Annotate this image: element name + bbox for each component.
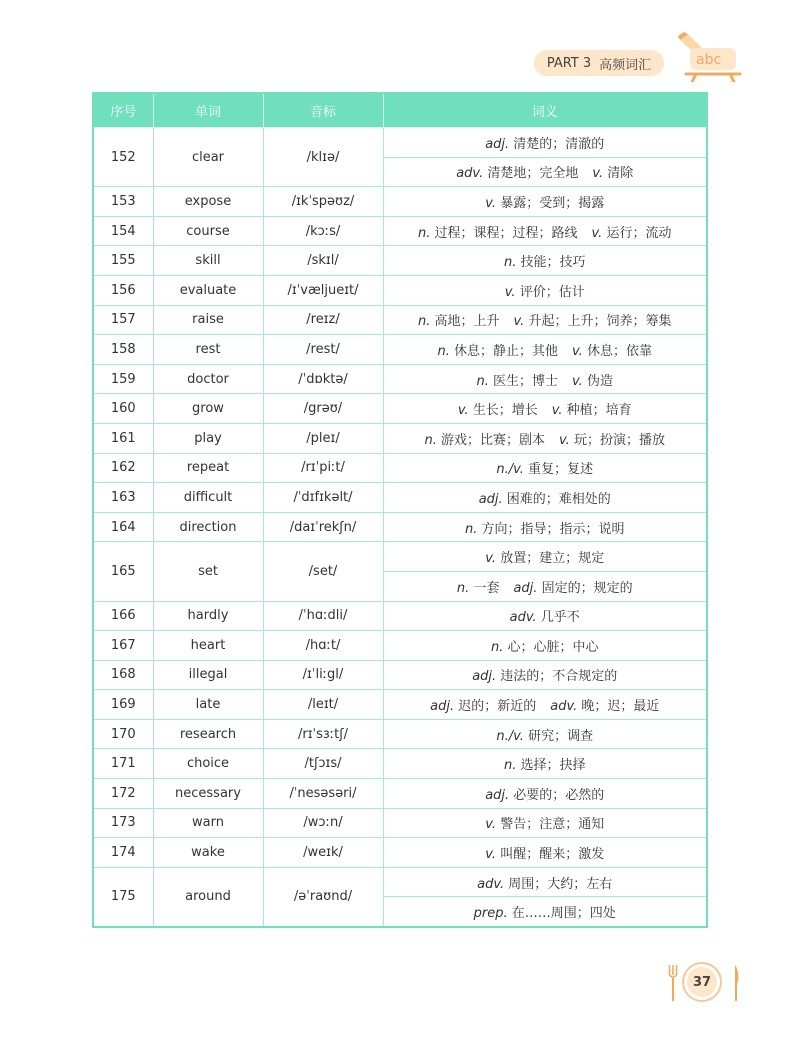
cell-phonetic: /klɪə/ xyxy=(263,128,383,187)
meaning-text: 技能；技巧 xyxy=(520,255,586,271)
cell-phonetic: /set/ xyxy=(263,542,383,601)
cell-number: 173 xyxy=(93,808,153,838)
cell-word: around xyxy=(153,867,263,927)
part-of-speech: adj. xyxy=(485,136,510,152)
part-of-speech: v. xyxy=(559,432,570,448)
part-of-speech: n. xyxy=(418,314,431,330)
meaning-text: 一套 xyxy=(473,580,500,596)
cell-phonetic: /ɪˈvæljueɪt/ xyxy=(263,275,383,305)
table-header-row xyxy=(93,93,707,128)
part-of-speech: n. xyxy=(503,255,517,271)
fork-icon xyxy=(668,964,678,1002)
table-row xyxy=(93,542,707,572)
cell-word: necessary xyxy=(153,779,263,809)
cell-phonetic: /ˈdɒktə/ xyxy=(263,364,383,394)
section-title: 高频词汇 xyxy=(599,57,652,73)
vocabulary-table xyxy=(92,92,708,928)
cell-number: 160 xyxy=(93,394,153,424)
cell-meaning xyxy=(383,157,707,187)
cell-number: 152 xyxy=(93,128,153,187)
part-of-speech: adv. xyxy=(456,166,484,182)
cell-meaning xyxy=(383,128,707,158)
cell-number: 167 xyxy=(93,631,153,661)
cell-meaning xyxy=(383,660,707,690)
cell-number: 171 xyxy=(93,749,153,779)
cell-word: set xyxy=(153,542,263,601)
cell-number: 172 xyxy=(93,779,153,809)
cell-meaning xyxy=(383,216,707,246)
logo-text: abc xyxy=(696,52,722,68)
meaning-text: 重复；复述 xyxy=(528,462,594,478)
meaning-text: 迟的；新近的 xyxy=(458,699,537,715)
cell-phonetic: /wɔːn/ xyxy=(263,808,383,838)
meaning-text: 清除 xyxy=(607,166,634,182)
cell-phonetic: /ˈhɑːdli/ xyxy=(263,601,383,631)
cell-meaning xyxy=(383,246,707,276)
page-circle xyxy=(682,962,722,1002)
part-of-speech: n. xyxy=(418,225,431,241)
table-row xyxy=(93,483,707,513)
cell-number: 157 xyxy=(93,305,153,335)
cell-meaning xyxy=(383,512,707,542)
table-row xyxy=(93,216,707,246)
table-row xyxy=(93,335,707,365)
page-number-badge xyxy=(668,962,742,1004)
cell-number: 155 xyxy=(93,246,153,276)
part-label: PART 3 xyxy=(546,55,592,71)
cell-word: hardly xyxy=(153,601,263,631)
cell-word: heart xyxy=(153,631,263,661)
cell-number: 163 xyxy=(93,483,153,513)
table-row xyxy=(93,867,707,897)
cell-phonetic: /ɪˈliːgl/ xyxy=(263,660,383,690)
meaning-text: 玩；扮演；播放 xyxy=(573,432,665,448)
cell-meaning xyxy=(383,838,707,868)
cell-word: illegal xyxy=(153,660,263,690)
cell-word: clear xyxy=(153,128,263,187)
cell-word: skill xyxy=(153,246,263,276)
table-row xyxy=(93,660,707,690)
part-of-speech: n. xyxy=(476,373,489,389)
cell-meaning xyxy=(383,631,707,661)
meaning-text: 医生；博士 xyxy=(493,373,559,389)
cell-meaning xyxy=(383,690,707,720)
cell-meaning xyxy=(383,483,707,513)
part-of-speech: v. xyxy=(572,343,583,359)
cell-number: 175 xyxy=(93,867,153,927)
meaning-text: 放置；建立；规定 xyxy=(500,551,605,567)
cell-word: direction xyxy=(153,512,263,542)
meaning-text: 清楚的；清澈的 xyxy=(513,136,605,152)
cell-number: 156 xyxy=(93,275,153,305)
cell-meaning xyxy=(383,897,707,927)
part-of-speech: n. xyxy=(490,639,504,655)
cell-meaning xyxy=(383,779,707,809)
part-of-speech: adv. xyxy=(509,610,537,626)
part-of-speech: v. xyxy=(485,817,497,833)
cell-word: raise xyxy=(153,305,263,335)
cell-number: 159 xyxy=(93,364,153,394)
cell-meaning xyxy=(383,275,707,305)
part-of-speech: v. xyxy=(592,166,604,182)
part-of-speech: n. xyxy=(503,758,517,774)
cell-phonetic: /grəʊ/ xyxy=(263,394,383,424)
table-body xyxy=(93,128,707,928)
cell-number: 170 xyxy=(93,719,153,749)
part-of-speech: v. xyxy=(504,284,516,300)
table-row xyxy=(93,128,707,158)
cell-phonetic: /rest/ xyxy=(263,335,383,365)
part-of-speech: v. xyxy=(591,225,603,241)
cell-meaning xyxy=(383,719,707,749)
cell-word: course xyxy=(153,216,263,246)
section-header xyxy=(534,50,664,76)
meaning-text: 过程；课程；过程；路线 xyxy=(434,225,578,241)
cell-word: wake xyxy=(153,838,263,868)
meaning-text: 休息；依靠 xyxy=(586,343,652,359)
meaning-text: 方向；指导；指示；说明 xyxy=(481,521,625,537)
cell-meaning xyxy=(383,571,707,601)
meaning-text: 晚；迟；最近 xyxy=(581,699,660,715)
table-row xyxy=(93,246,707,276)
header-phonetic: 音标 xyxy=(263,93,383,128)
meaning-text: 高地；上升 xyxy=(434,314,500,330)
cell-word: late xyxy=(153,690,263,720)
cell-meaning xyxy=(383,601,707,631)
meaning-text: 清楚地；完全地 xyxy=(487,166,579,182)
cell-number: 161 xyxy=(93,423,153,453)
page-number: 37 xyxy=(687,967,717,997)
cell-meaning xyxy=(383,453,707,483)
part-of-speech: n./v. xyxy=(496,728,524,744)
cell-phonetic: /kɔːs/ xyxy=(263,216,383,246)
cell-phonetic: /reɪz/ xyxy=(263,305,383,335)
table-row xyxy=(93,808,707,838)
table-row xyxy=(93,631,707,661)
meaning-text: 游戏；比赛；剧本 xyxy=(441,432,546,448)
part-of-speech: v. xyxy=(572,373,583,389)
knife-icon xyxy=(730,964,740,1002)
cell-number: 162 xyxy=(93,453,153,483)
cell-number: 169 xyxy=(93,690,153,720)
cell-number: 153 xyxy=(93,187,153,217)
cell-phonetic: /rɪˈpiːt/ xyxy=(263,453,383,483)
meaning-text: 种植；培育 xyxy=(566,403,632,419)
cell-meaning xyxy=(383,423,707,453)
meaning-text: 固定的；规定的 xyxy=(541,580,633,596)
cell-word: choice xyxy=(153,749,263,779)
table-row xyxy=(93,749,707,779)
part-of-speech: n. xyxy=(437,343,450,359)
meaning-text: 叫醒；醒来；激发 xyxy=(500,847,605,863)
meaning-text: 周围；大约；左右 xyxy=(508,876,613,892)
table-row xyxy=(93,423,707,453)
meaning-text: 必要的；必然的 xyxy=(513,787,605,803)
cell-number: 165 xyxy=(93,542,153,601)
table-row xyxy=(93,394,707,424)
meaning-text: 伪造 xyxy=(586,373,613,389)
part-of-speech: adj. xyxy=(472,669,497,685)
part-of-speech: n. xyxy=(464,521,478,537)
part-of-speech: v. xyxy=(457,403,469,419)
cell-phonetic: /pleɪ/ xyxy=(263,423,383,453)
cell-word: play xyxy=(153,423,263,453)
part-of-speech: prep. xyxy=(473,906,508,922)
part-of-speech: n./v. xyxy=(496,462,524,478)
meaning-text: 心；心脏；中心 xyxy=(507,639,599,655)
table-row xyxy=(93,838,707,868)
cell-number: 166 xyxy=(93,601,153,631)
cell-word: grow xyxy=(153,394,263,424)
table-row xyxy=(93,305,707,335)
cell-phonetic: /ɪkˈspəʊz/ xyxy=(263,187,383,217)
part-of-speech: adj. xyxy=(478,491,503,507)
part-of-speech: adv. xyxy=(550,699,578,715)
cell-word: evaluate xyxy=(153,275,263,305)
part-of-speech: n. xyxy=(456,580,470,596)
part-of-speech: n. xyxy=(424,432,437,448)
cell-phonetic: /rɪˈsɜːtʃ/ xyxy=(263,719,383,749)
table-row xyxy=(93,601,707,631)
table-row xyxy=(93,719,707,749)
table-row xyxy=(93,453,707,483)
meaning-text: 评价；估计 xyxy=(519,284,585,300)
cell-meaning xyxy=(383,808,707,838)
meaning-text: 生长；增长 xyxy=(472,403,538,419)
cell-number: 158 xyxy=(93,335,153,365)
header-meaning: 词义 xyxy=(383,93,707,128)
meaning-text: 在……周围；四处 xyxy=(511,906,616,922)
meaning-text: 升起；上升；饲养；筹集 xyxy=(528,314,672,330)
abc-pencil-logo-icon xyxy=(676,30,746,82)
cell-phonetic: /leɪt/ xyxy=(263,690,383,720)
cell-word: doctor xyxy=(153,364,263,394)
cell-word: expose xyxy=(153,187,263,217)
cell-phonetic: /ˈdɪfɪkəlt/ xyxy=(263,483,383,513)
meaning-text: 警告；注意；通知 xyxy=(500,817,605,833)
part-of-speech: v. xyxy=(485,195,497,211)
cell-phonetic: /ˈnesəsəri/ xyxy=(263,779,383,809)
cell-phonetic: /weɪk/ xyxy=(263,838,383,868)
table-row xyxy=(93,512,707,542)
cell-phonetic: /daɪˈrekʃn/ xyxy=(263,512,383,542)
header-word: 单词 xyxy=(153,93,263,128)
meaning-text: 休息；静止；其他 xyxy=(454,343,559,359)
part-of-speech: adv. xyxy=(477,876,505,892)
cell-word: difficult xyxy=(153,483,263,513)
meaning-text: 暴露；受到；揭露 xyxy=(500,195,605,211)
cell-phonetic: /əˈraʊnd/ xyxy=(263,867,383,927)
cell-word: repeat xyxy=(153,453,263,483)
cell-meaning xyxy=(383,187,707,217)
table-row xyxy=(93,187,707,217)
table-row xyxy=(93,275,707,305)
cell-meaning xyxy=(383,305,707,335)
header-number: 序号 xyxy=(93,93,153,128)
cell-phonetic: /tʃɔɪs/ xyxy=(263,749,383,779)
cell-meaning xyxy=(383,364,707,394)
cell-meaning xyxy=(383,394,707,424)
cell-meaning xyxy=(383,867,707,897)
part-of-speech: adj. xyxy=(485,787,510,803)
meaning-text: 运行；流动 xyxy=(606,225,672,241)
meaning-text: 研究；调查 xyxy=(528,728,594,744)
cell-number: 168 xyxy=(93,660,153,690)
cell-word: rest xyxy=(153,335,263,365)
cell-meaning xyxy=(383,335,707,365)
cell-phonetic: /hɑːt/ xyxy=(263,631,383,661)
part-of-speech: v. xyxy=(485,847,497,863)
cell-word: research xyxy=(153,719,263,749)
cell-phonetic: /skɪl/ xyxy=(263,246,383,276)
part-of-speech: adj. xyxy=(430,699,455,715)
meaning-text: 违法的；不合规定的 xyxy=(500,669,618,685)
cell-number: 154 xyxy=(93,216,153,246)
cell-number: 164 xyxy=(93,512,153,542)
cell-word: warn xyxy=(153,808,263,838)
meaning-text: 选择；抉择 xyxy=(520,758,586,774)
table-row xyxy=(93,364,707,394)
cell-meaning xyxy=(383,542,707,572)
part-of-speech: v. xyxy=(485,551,497,567)
part-of-speech: v. xyxy=(513,314,525,330)
meaning-text: 困难的；难相处的 xyxy=(506,491,611,507)
cell-number: 174 xyxy=(93,838,153,868)
part-of-speech: v. xyxy=(551,403,563,419)
meaning-text: 几乎不 xyxy=(540,610,580,626)
cell-meaning xyxy=(383,749,707,779)
table-row xyxy=(93,690,707,720)
table-row xyxy=(93,779,707,809)
part-of-speech: adj. xyxy=(513,580,538,596)
